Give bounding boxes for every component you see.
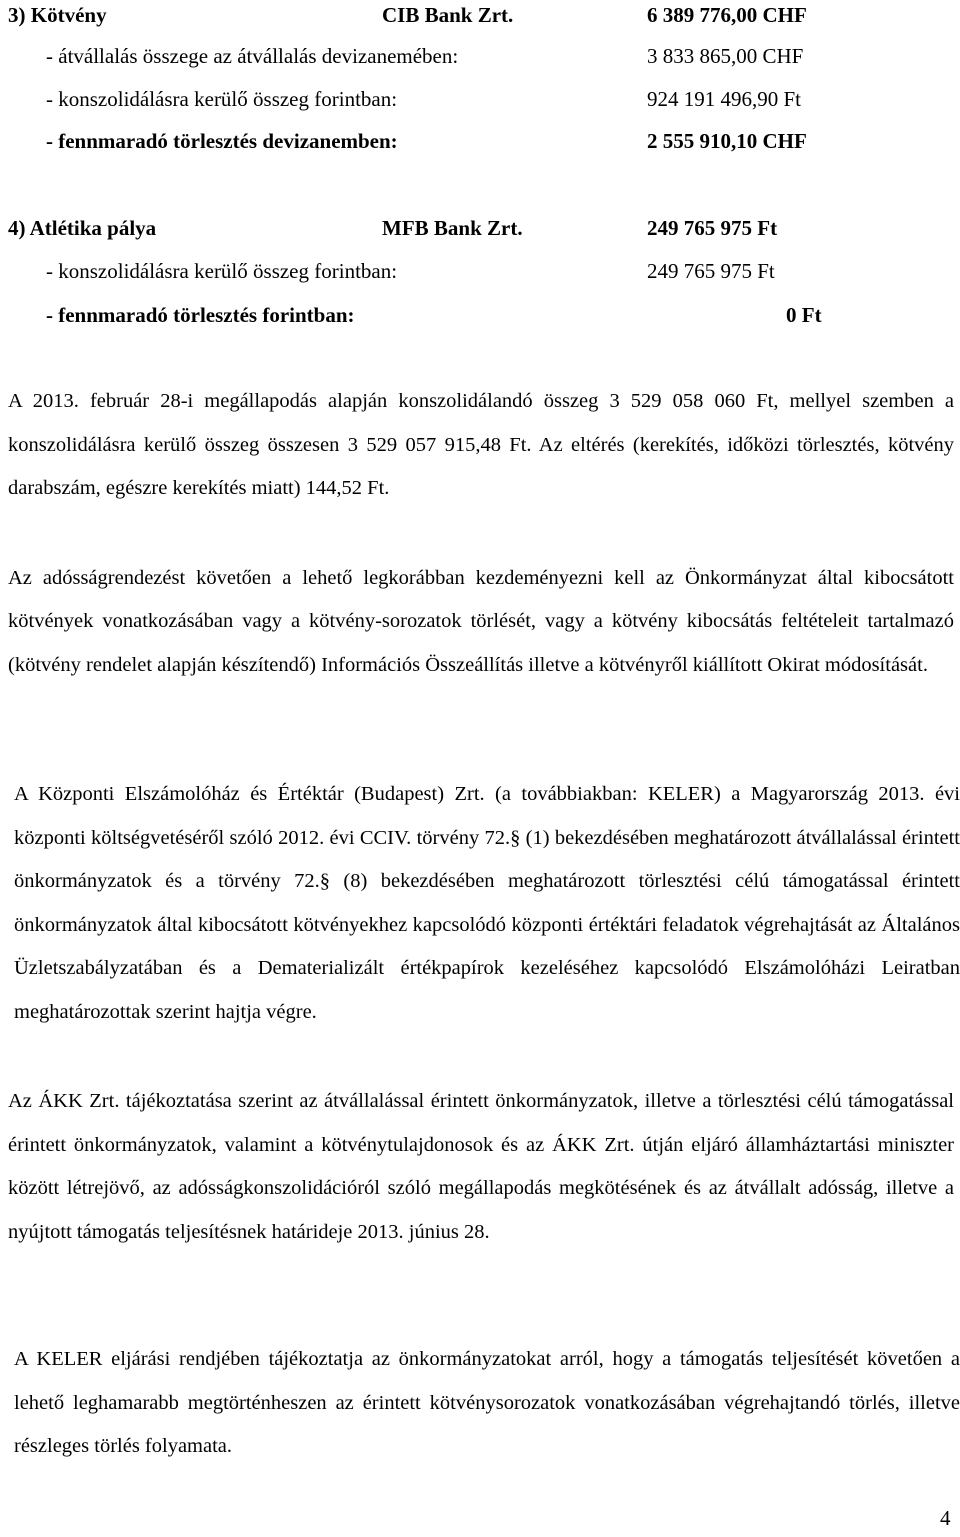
item4-title: 4) Atlétika pálya <box>8 216 157 240</box>
item3-line-label: - fennmaradó törlesztés devizanemben: <box>46 129 398 153</box>
item4-line-label: - konszolidálásra kerülő összeg forintban: <box>46 259 398 283</box>
item3-bank: CIB Bank Zrt. <box>382 3 514 27</box>
item4-line-value: 249 765 975 Ft <box>647 259 775 283</box>
item3-line-value: 924 191 496,90 Ft <box>647 87 802 111</box>
paragraph-akk: Az ÁKK Zrt. tájékoztatása szerint az átvállalással érintett önkormányzatok, illetve a törlesztési célú támogatással érintett önkormányzatok, valamint a kötvénytulajdonosok és az ÁKK Zrt. útján eljáró államháztartási miniszter között létrejövő, az adósságkonszolidációról szóló megállapodás megkötésének és az átvállalt adósság, illetve a nyújtott támogatás teljesítésnek határideje 2013. június 28. <box>8 1090 954 1244</box>
item3-line-row <box>0 41 960 71</box>
item4-bank: MFB Bank Zrt. <box>382 216 523 240</box>
paragraph-debt-settlement: Az adósságrendezést követően a lehető legkorábban kezdeményezni kell az Önkormányzat által kibocsátott kötvények vonatkozásában vagy a kötvény-sorozatok törlését, vagy a kötvény kibocsátás feltételeit tartalmazó (kötvény rendelet alapján készítendő) Információs Összeállítás illetve a kötvényről kiállított Okirat módosítását. <box>8 567 954 676</box>
paragraph-agreement: A 2013. február 28-i megállapodás alapján konszolidálandó összeg 3 529 058 060 Ft, mellyel szemben a konszolidálásra kerülő összeg összesen 3 529 057 915,48 Ft. Az eltérés (kerekítés, időközi törlesztés, kötvény darabszám, egészre kerekítés miatt) 144,52 Ft. <box>8 390 954 500</box>
item3-header-row <box>0 0 960 30</box>
item4-line-label: - fennmaradó törlesztés forintban: <box>46 303 355 327</box>
page-number: 4 <box>940 1506 951 1530</box>
item4-line-row <box>0 256 960 286</box>
item4-header-row <box>0 213 960 243</box>
paragraph-keler-procedure: A KELER eljárási rendjében tájékoztatja az önkormányzatokat arról, hogy a támogatás teljesítését követően a lehető leghamarabb megtörténheszen az érintett kötvénysorozatok vonatkozásában végrehajtandó törlés, illetve részleges törlés folyamata. <box>14 1348 960 1458</box>
item3-total: 6 389 776,00 CHF <box>647 3 807 27</box>
item3-line-value: 3 833 865,00 CHF <box>647 44 804 68</box>
item3-line-value: 2 555 910,10 CHF <box>647 129 807 153</box>
paragraph-keler: A Központi Elszámolóház és Értéktár (Budapest) Zrt. (a továbbiakban: KELER) a Magyarország 2013. évi központi költségvetéséről szóló 2012. évi CCIV. törvény 72.§ (1) bekezdésében meghatározott átvállalással érintett önkormányzatok és a törvény 72.§ (8) bekezdésében meghatározott törlesztési célú támogatással érintett önkormányzatok által kibocsátott kötvényekhez kapcsolódó központi értéktári feladatok végrehajtását az Általános Üzletszabályzatában és a Dematerializált értékpapírok kezeléséhez kapcsolódó Elszámolóházi Leiratban meghatározottak szerint hajtja végre. <box>14 783 960 1023</box>
item4-line-row <box>0 300 960 330</box>
item4-total: 249 765 975 Ft <box>647 216 778 240</box>
item3-line-label: - átvállalás összege az átvállalás devizanemében: <box>46 44 459 68</box>
item4-line-value: 0 Ft <box>786 303 822 327</box>
item3-title: 3) Kötvény <box>8 3 107 27</box>
item3-line-label: - konszolidálásra kerülő összeg forintban: <box>46 87 398 111</box>
item3-line-row <box>0 84 960 114</box>
item3-line-row <box>0 126 960 156</box>
